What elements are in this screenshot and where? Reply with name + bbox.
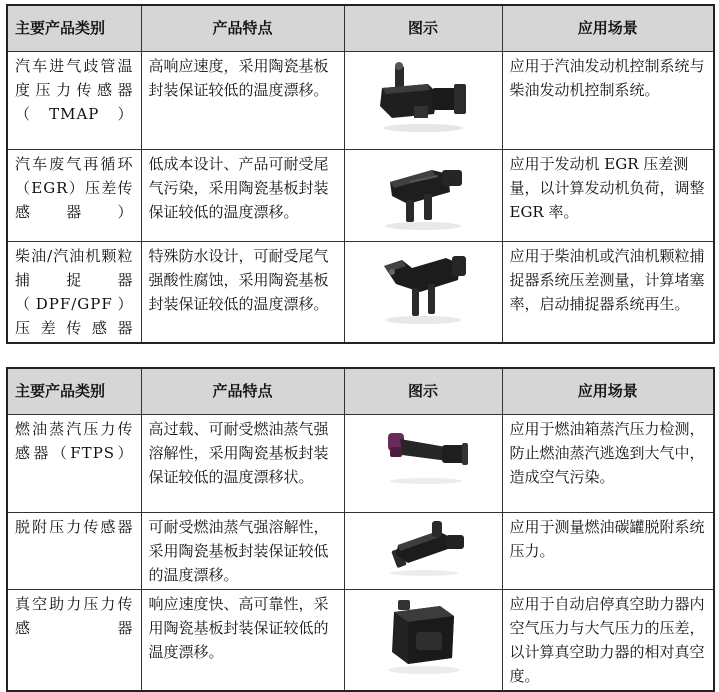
row-image	[344, 414, 502, 512]
product-table-1	[6, 4, 715, 344]
row-category: 脱附压力传感器	[7, 512, 141, 589]
header-category: 主要产品类别	[7, 368, 141, 414]
row-category: 汽车进气歧管温度压力传感器（TMAP）	[7, 51, 141, 149]
tmap-sensor-icon	[368, 54, 478, 134]
product-table-2	[6, 367, 715, 692]
row-category: 燃油蒸汽压力传感器（FTPS）	[7, 414, 141, 512]
table-row	[7, 414, 714, 512]
row-features: 高响应速度，采用陶瓷基板封装保证较低的温度漂移。	[141, 51, 344, 149]
row-application: 应用于自动启停真空助力器内空气压力与大气压力的压差，以计算真空助力器的相对真空度。	[502, 589, 714, 691]
row-application: 应用于燃油箱蒸汽压力检测，防止燃油蒸汽逃逸到大气中，造成空气污染。	[502, 414, 714, 512]
table-row	[7, 149, 714, 241]
row-features: 高过载、可耐受燃油蒸气强溶解性，采用陶瓷基板封装保证较低的温度漂移状。	[141, 414, 344, 512]
header-features: 产品特点	[141, 368, 344, 414]
row-application: 应用于汽油发动机控制系统与柴油发动机控制系统。	[502, 51, 714, 149]
header-image: 图示	[344, 368, 502, 414]
table-row	[7, 512, 714, 589]
egr-sensor-icon	[368, 152, 478, 232]
table-header-row	[7, 5, 714, 51]
table-row	[7, 51, 714, 149]
table-row	[7, 589, 714, 691]
row-image	[344, 512, 502, 589]
desorption-sensor-icon	[368, 515, 478, 577]
row-features: 可耐受燃油蒸气强溶解性，采用陶瓷基板封装保证较低的温度漂移。	[141, 512, 344, 589]
row-category: 汽车废气再循环（EGR）压差传感器）	[7, 149, 141, 241]
row-features: 响应速度快、高可靠性，采用陶瓷基板封装保证较低的温度漂移。	[141, 589, 344, 691]
ftps-sensor-icon	[368, 417, 478, 487]
vacuum-booster-sensor-icon	[368, 592, 478, 676]
row-application: 应用于柴油机或汽油机颗粒捕捉器系统压差测量，计算堵塞率，启动捕捉器系统再生。	[502, 241, 714, 343]
header-application: 应用场景	[502, 368, 714, 414]
row-category: 真空助力压力传感器	[7, 589, 141, 691]
row-features: 特殊防水设计，可耐受尾气强酸性腐蚀，采用陶瓷基板封装保证较低的温度漂移。	[141, 241, 344, 343]
row-features: 低成本设计、产品可耐受尾气污染，采用陶瓷基板封装保证较低的温度漂移。	[141, 149, 344, 241]
row-image	[344, 241, 502, 343]
header-category: 主要产品类别	[7, 5, 141, 51]
row-image	[344, 51, 502, 149]
table-header-row	[7, 368, 714, 414]
row-category: 柴油/汽油机颗粒捕捉器（DPF/GPF）压差传感器	[7, 241, 141, 343]
row-application: 应用于测量燃油碳罐脱附系统压力。	[502, 512, 714, 589]
header-features: 产品特点	[141, 5, 344, 51]
table-row	[7, 241, 714, 343]
row-application: 应用于发动机 EGR 压差测量，以计算发动机负荷，调整 EGR 率。	[502, 149, 714, 241]
dpf-sensor-icon	[368, 244, 478, 326]
header-image: 图示	[344, 5, 502, 51]
header-application: 应用场景	[502, 5, 714, 51]
row-image	[344, 589, 502, 691]
row-image	[344, 149, 502, 241]
